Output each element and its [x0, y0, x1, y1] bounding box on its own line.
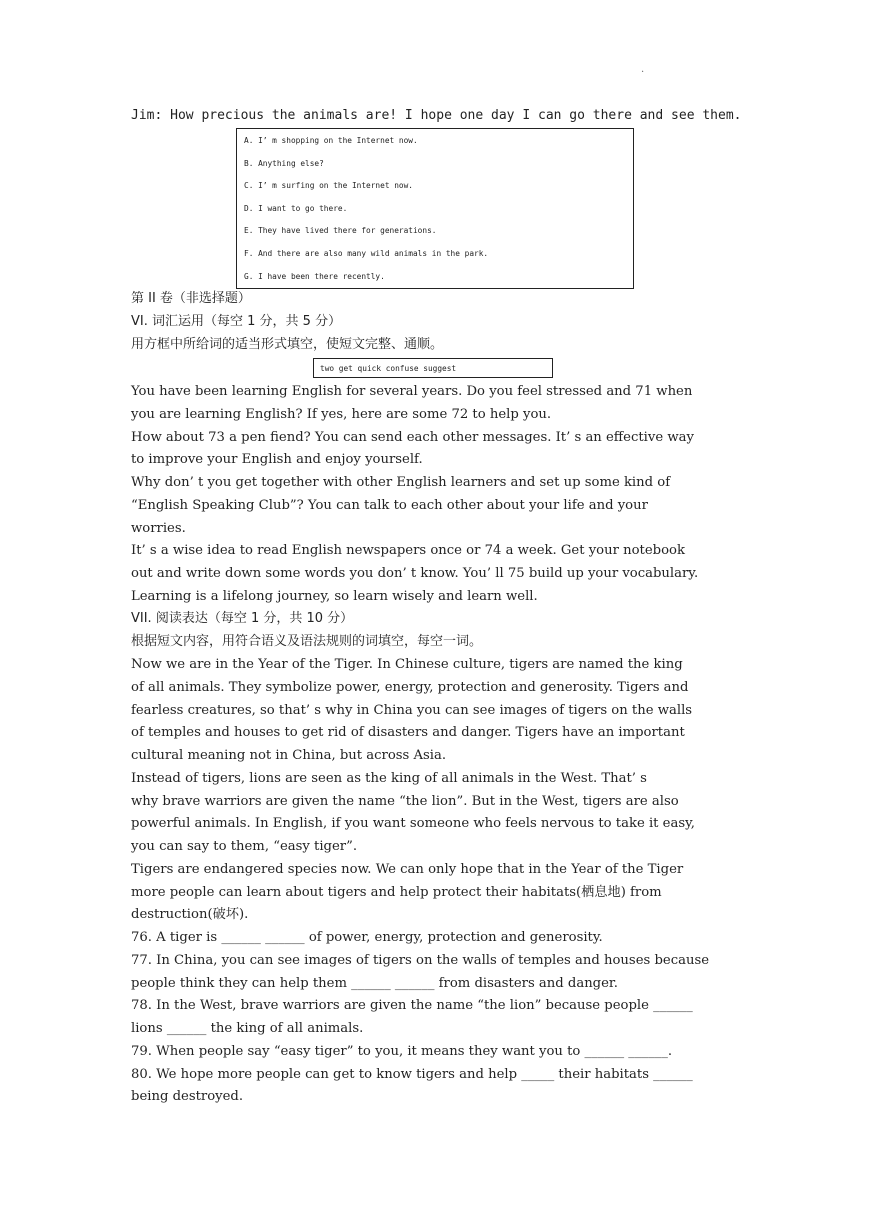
passage2-line: Instead of tigers, lions are seen as the king of all animals in the West. That’ s — [131, 771, 647, 786]
passage1-line: It’ s a wise idea to read English newspapers once or 74 a week. Get your notebook — [131, 543, 685, 558]
passage2-line: powerful animals. In English, if you want someone who feels nervous to take it easy, — [131, 816, 695, 831]
question-77: 77. In China, you can see images of tigers on the walls of temples and houses because — [131, 953, 710, 968]
option-d: D. I want to go there. — [244, 203, 348, 213]
passage2-line: destruction(破坏). — [131, 907, 249, 922]
question-78: 78. In the West, brave warriors are given the name “the lion” because people ______ — [131, 998, 693, 1013]
question-76: 76. A tiger is ______ ______ of power, energy, protection and generosity. — [131, 930, 603, 945]
question-79: 79. When people say “easy tiger” to you, it means they want you to ______ ______. — [131, 1044, 673, 1059]
option-e: E. They have lived there for generations. — [244, 226, 437, 236]
passage2-line: Tigers are endangered species now. We can only hope that in the Year of the Tiger — [131, 862, 684, 877]
passage2-line: more people can learn about tigers and help protect their habitats(栖息地) from — [131, 885, 662, 900]
option-b: B. Anything else? — [244, 158, 324, 168]
question-80: 80. We hope more people can get to know tigers and help _____ their habitats ______ — [131, 1067, 693, 1082]
passage1-line: worries. — [131, 521, 186, 536]
option-a: A. I’ m shopping on the Internet now. — [244, 136, 418, 145]
word-box: two get quick confuse suggest — [313, 358, 553, 378]
option-f: F. And there are also many wild animals in the park. — [244, 248, 489, 258]
section6-instruction: 用方框中所给词的适当形式填空，使短文完整、通顺。 — [131, 337, 444, 352]
passage2-line: cultural meaning not in China, but across Asia. — [131, 748, 447, 763]
part2-title: 第 II 卷（非选择题） — [131, 291, 251, 306]
question-80-cont: being destroyed. — [131, 1089, 244, 1104]
passage1-line: You have been learning English for several years. Do you feel stressed and 71 when — [131, 384, 693, 399]
passage2-line: why brave warriors are given the name “the lion”. But in the West, tigers are also — [131, 794, 679, 809]
section7-instruction: 根据短文内容，用符合语义及语法规则的词填空，每空一词。 — [131, 634, 483, 649]
option-g: G. I have been there recently. — [244, 271, 385, 281]
passage1-line: to improve your English and enjoy yourself. — [131, 452, 423, 467]
section7-title: VII. 阅读表达（每空 1 分，共 10 分） — [131, 611, 354, 626]
passage1-line: Learning is a lifelong journey, so learn wisely and learn well. — [131, 589, 538, 604]
question-78-cont: lions ______ the king of all animals. — [131, 1021, 364, 1036]
passage1-line: How about 73 a pen fiend? You can send each other messages. It’ s an effective way — [131, 430, 694, 445]
option-c: C. I’ m surfing on the Internet now. — [244, 181, 413, 191]
passage2-line: fearless creatures, so that’ s why in China you can see images of tigers on the walls — [131, 703, 693, 718]
intro-line: Jim: How precious the animals are! I hope one day I can go there and see them. — [131, 108, 742, 123]
page-mark: . — [641, 64, 645, 75]
options-box — [236, 128, 634, 289]
passage1-line: you are learning English? If yes, here are some 72 to help you. — [131, 407, 552, 422]
passage2-line: of all animals. They symbolize power, energy, protection and generosity. Tigers and — [131, 680, 689, 695]
question-77-cont: people think they can help them ______ ______ from disasters and danger. — [131, 976, 618, 991]
passage2-line: Now we are in the Year of the Tiger. In Chinese culture, tigers are named the king — [131, 657, 683, 672]
passage2-line: of temples and houses to get rid of disasters and danger. Tigers have an important — [131, 725, 685, 740]
passage1-line: Why don’ t you get together with other English learners and set up some kind of — [131, 475, 671, 490]
passage1-line: out and write down some words you don’ t know. You’ ll 75 build up your vocabulary. — [131, 566, 699, 581]
passage1-line: “English Speaking Club”? You can talk to each other about your life and your — [131, 498, 648, 513]
passage2-line: you can say to them, “easy tiger”. — [131, 839, 358, 854]
section6-title: VI. 词汇运用（每空 1 分，共 5 分） — [131, 314, 342, 329]
